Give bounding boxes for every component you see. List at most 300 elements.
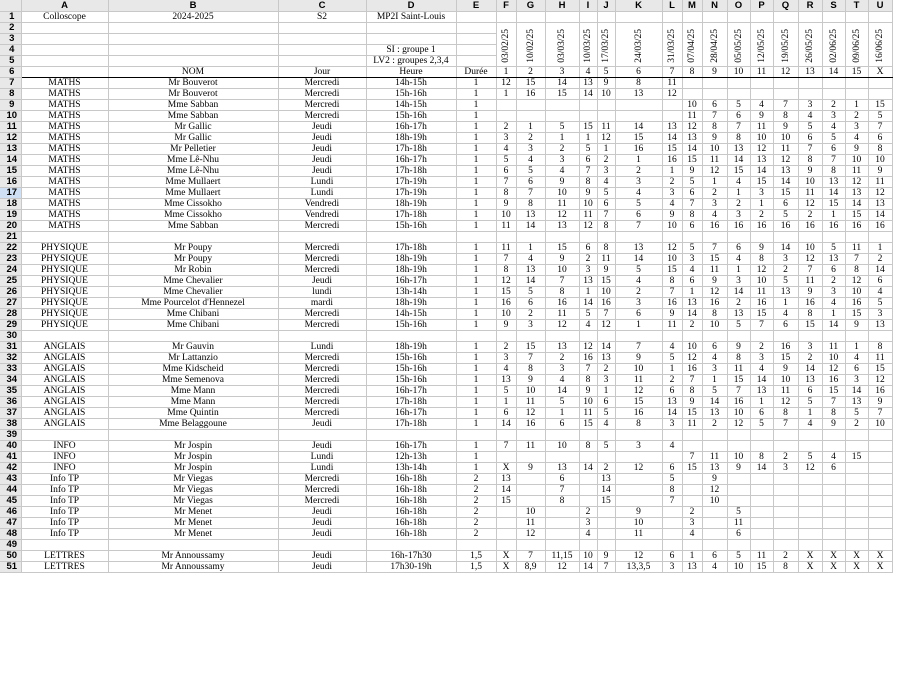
date-header-cell[interactable]	[845, 23, 868, 67]
cell-q38[interactable]: 7	[773, 419, 798, 430]
cell-q43[interactable]	[773, 474, 798, 485]
cell-f1[interactable]	[496, 12, 516, 23]
cell-s10[interactable]: 3	[822, 111, 845, 122]
cell-f45[interactable]: 15	[496, 496, 516, 507]
cell-i6[interactable]: 4	[579, 67, 597, 78]
cell-j38[interactable]: 4	[597, 419, 615, 430]
cell-o24[interactable]: 1	[727, 265, 750, 276]
cell-c15[interactable]: Jeudi	[278, 166, 366, 177]
cell-g30[interactable]	[516, 331, 545, 342]
cell-f11[interactable]: 2	[496, 122, 516, 133]
row-number[interactable]: 36	[0, 397, 21, 408]
cell-l35[interactable]: 6	[662, 386, 682, 397]
cell-g26[interactable]: 5	[516, 287, 545, 298]
cell-q13[interactable]: 11	[773, 144, 798, 155]
cell-c26[interactable]: lundi	[278, 287, 366, 298]
cell-n27[interactable]: 16	[702, 298, 727, 309]
cell-n25[interactable]: 9	[702, 276, 727, 287]
cell-a5[interactable]	[21, 56, 108, 67]
cell-s44[interactable]	[822, 485, 845, 496]
cell-s16[interactable]: 13	[822, 177, 845, 188]
cell-k34[interactable]: 11	[615, 375, 662, 386]
cell-p17[interactable]: 3	[750, 188, 773, 199]
cell-d48[interactable]: 16h-18h	[366, 529, 456, 540]
cell-r12[interactable]: 6	[798, 133, 822, 144]
cell-n49[interactable]	[702, 540, 727, 551]
cell-n44[interactable]: 12	[702, 485, 727, 496]
cell-g6[interactable]: 2	[516, 67, 545, 78]
cell-e17[interactable]: 1	[456, 188, 496, 199]
cell-i30[interactable]	[579, 331, 597, 342]
cell-d9[interactable]: 14h-15h	[366, 100, 456, 111]
cell-j1[interactable]	[597, 12, 615, 23]
cell-j32[interactable]: 13	[597, 353, 615, 364]
cell-o48[interactable]: 6	[727, 529, 750, 540]
cell-q39[interactable]	[773, 430, 798, 441]
cell-t22[interactable]: 11	[845, 243, 868, 254]
cell-k13[interactable]: 16	[615, 144, 662, 155]
cell-j30[interactable]	[597, 331, 615, 342]
cell-c11[interactable]: Jeudi	[278, 122, 366, 133]
cell-e12[interactable]: 1	[456, 133, 496, 144]
cell-e22[interactable]: 1	[456, 243, 496, 254]
cell-r14[interactable]: 8	[798, 155, 822, 166]
cell-m36[interactable]: 9	[682, 397, 702, 408]
cell-u8[interactable]	[868, 89, 892, 100]
cell-u15[interactable]: 9	[868, 166, 892, 177]
cell-p33[interactable]: 4	[750, 364, 773, 375]
cell-q50[interactable]: 2	[773, 551, 798, 562]
cell-t10[interactable]: 2	[845, 111, 868, 122]
cell-q31[interactable]: 16	[773, 342, 798, 353]
cell-e1[interactable]	[456, 12, 496, 23]
cell-s50[interactable]: X	[822, 551, 845, 562]
cell-d27[interactable]: 18h-19h	[366, 298, 456, 309]
cell-p10[interactable]: 9	[750, 111, 773, 122]
cell-n26[interactable]: 12	[702, 287, 727, 298]
cell-i44[interactable]	[579, 485, 597, 496]
cell-c1[interactable]: S2	[278, 12, 366, 23]
cell-l21[interactable]	[662, 232, 682, 243]
cell-b25[interactable]: Mme Chevalier	[108, 276, 278, 287]
cell-m19[interactable]: 8	[682, 210, 702, 221]
select-all-corner[interactable]	[0, 0, 21, 12]
cell-d45[interactable]: 16h-18h	[366, 496, 456, 507]
cell-t51[interactable]: X	[845, 562, 868, 573]
cell-f44[interactable]: 14	[496, 485, 516, 496]
cell-h19[interactable]: 12	[545, 210, 579, 221]
cell-n40[interactable]	[702, 441, 727, 452]
row-number[interactable]: 50	[0, 551, 21, 562]
cell-i18[interactable]: 10	[579, 199, 597, 210]
row-number[interactable]: 18	[0, 199, 21, 210]
cell-h22[interactable]: 15	[545, 243, 579, 254]
cell-n47[interactable]	[702, 518, 727, 529]
cell-l25[interactable]: 8	[662, 276, 682, 287]
cell-o27[interactable]: 2	[727, 298, 750, 309]
cell-h14[interactable]: 3	[545, 155, 579, 166]
cell-s48[interactable]	[822, 529, 845, 540]
cell-s1[interactable]	[822, 12, 845, 23]
cell-i15[interactable]: 7	[579, 166, 597, 177]
cell-q34[interactable]: 10	[773, 375, 798, 386]
cell-r34[interactable]: 13	[798, 375, 822, 386]
cell-j39[interactable]	[597, 430, 615, 441]
cell-n24[interactable]: 11	[702, 265, 727, 276]
cell-g21[interactable]	[516, 232, 545, 243]
cell-q15[interactable]: 13	[773, 166, 798, 177]
cell-q46[interactable]	[773, 507, 798, 518]
cell-u21[interactable]	[868, 232, 892, 243]
cell-g19[interactable]: 13	[516, 210, 545, 221]
row-number[interactable]: 20	[0, 221, 21, 232]
cell-t7[interactable]	[845, 78, 868, 89]
cell-d4[interactable]: SI : groupe 1	[366, 45, 456, 56]
cell-k26[interactable]: 2	[615, 287, 662, 298]
cell-a1[interactable]: Colloscope	[21, 12, 108, 23]
cell-i49[interactable]	[579, 540, 597, 551]
cell-q42[interactable]: 3	[773, 463, 798, 474]
cell-g23[interactable]: 4	[516, 254, 545, 265]
cell-l8[interactable]: 12	[662, 89, 682, 100]
cell-d17[interactable]: 17h-19h	[366, 188, 456, 199]
cell-t46[interactable]	[845, 507, 868, 518]
cell-c2[interactable]	[278, 23, 366, 34]
cell-j22[interactable]: 8	[597, 243, 615, 254]
cell-e13[interactable]: 1	[456, 144, 496, 155]
cell-r51[interactable]: X	[798, 562, 822, 573]
date-header-cell[interactable]	[868, 23, 892, 67]
row-number[interactable]: 2	[0, 23, 21, 34]
cell-s13[interactable]: 6	[822, 144, 845, 155]
cell-d3[interactable]	[366, 34, 456, 45]
cell-q47[interactable]	[773, 518, 798, 529]
cell-o35[interactable]: 7	[727, 386, 750, 397]
cell-e46[interactable]: 2	[456, 507, 496, 518]
cell-h21[interactable]	[545, 232, 579, 243]
cell-r42[interactable]: 12	[798, 463, 822, 474]
cell-d26[interactable]: 13h-14h	[366, 287, 456, 298]
cell-l17[interactable]: 3	[662, 188, 682, 199]
cell-d44[interactable]: 16h-18h	[366, 485, 456, 496]
row-number[interactable]: 6	[0, 67, 21, 78]
cell-p27[interactable]: 16	[750, 298, 773, 309]
cell-l20[interactable]: 10	[662, 221, 682, 232]
cell-g37[interactable]: 12	[516, 408, 545, 419]
cell-o50[interactable]: 5	[727, 551, 750, 562]
cell-l39[interactable]	[662, 430, 682, 441]
cell-g36[interactable]: 11	[516, 397, 545, 408]
cell-b18[interactable]: Mme Cissokho	[108, 199, 278, 210]
cell-f14[interactable]: 5	[496, 155, 516, 166]
cell-d11[interactable]: 16h-17h	[366, 122, 456, 133]
cell-g24[interactable]: 13	[516, 265, 545, 276]
cell-s23[interactable]: 13	[822, 254, 845, 265]
cell-d2[interactable]	[366, 23, 456, 34]
cell-g11[interactable]: 1	[516, 122, 545, 133]
row-number[interactable]: 49	[0, 540, 21, 551]
cell-i43[interactable]	[579, 474, 597, 485]
cell-g34[interactable]: 9	[516, 375, 545, 386]
cell-m8[interactable]	[682, 89, 702, 100]
cell-m47[interactable]: 3	[682, 518, 702, 529]
column-header-k[interactable]: K	[615, 0, 662, 12]
cell-p1[interactable]	[750, 12, 773, 23]
cell-i32[interactable]: 16	[579, 353, 597, 364]
cell-g31[interactable]: 15	[516, 342, 545, 353]
cell-u48[interactable]	[868, 529, 892, 540]
cell-b2[interactable]	[108, 23, 278, 34]
cell-m21[interactable]	[682, 232, 702, 243]
cell-h37[interactable]: 1	[545, 408, 579, 419]
cell-b20[interactable]: Mme Sabban	[108, 221, 278, 232]
cell-h47[interactable]	[545, 518, 579, 529]
cell-u6[interactable]: X	[868, 67, 892, 78]
cell-p9[interactable]: 4	[750, 100, 773, 111]
cell-k8[interactable]: 13	[615, 89, 662, 100]
cell-j48[interactable]	[597, 529, 615, 540]
cell-b22[interactable]: Mr Poupy	[108, 243, 278, 254]
cell-r11[interactable]: 5	[798, 122, 822, 133]
cell-n14[interactable]: 11	[702, 155, 727, 166]
cell-q11[interactable]: 9	[773, 122, 798, 133]
cell-o51[interactable]: 10	[727, 562, 750, 573]
cell-c45[interactable]: Mercredi	[278, 496, 366, 507]
cell-f48[interactable]	[496, 529, 516, 540]
cell-t13[interactable]: 9	[845, 144, 868, 155]
cell-o8[interactable]	[727, 89, 750, 100]
cell-s6[interactable]: 14	[822, 67, 845, 78]
cell-a32[interactable]: ANGLAIS	[21, 353, 108, 364]
cell-b48[interactable]: Mr Menet	[108, 529, 278, 540]
cell-q6[interactable]: 12	[773, 67, 798, 78]
cell-k9[interactable]	[615, 100, 662, 111]
cell-s12[interactable]: 5	[822, 133, 845, 144]
cell-l33[interactable]: 1	[662, 364, 682, 375]
cell-o22[interactable]: 6	[727, 243, 750, 254]
cell-m50[interactable]: 1	[682, 551, 702, 562]
cell-t34[interactable]: 3	[845, 375, 868, 386]
cell-h32[interactable]: 2	[545, 353, 579, 364]
cell-o23[interactable]: 4	[727, 254, 750, 265]
cell-l27[interactable]: 16	[662, 298, 682, 309]
cell-t42[interactable]	[845, 463, 868, 474]
cell-h46[interactable]	[545, 507, 579, 518]
cell-e51[interactable]: 1,5	[456, 562, 496, 573]
cell-j43[interactable]: 13	[597, 474, 615, 485]
cell-r37[interactable]: 1	[798, 408, 822, 419]
cell-n33[interactable]: 3	[702, 364, 727, 375]
cell-l13[interactable]: 15	[662, 144, 682, 155]
cell-t19[interactable]: 15	[845, 210, 868, 221]
cell-l45[interactable]: 7	[662, 496, 682, 507]
cell-o34[interactable]: 15	[727, 375, 750, 386]
cell-s42[interactable]: 6	[822, 463, 845, 474]
cell-n35[interactable]: 5	[702, 386, 727, 397]
cell-h20[interactable]: 13	[545, 221, 579, 232]
cell-a6[interactable]	[21, 67, 108, 78]
cell-d43[interactable]: 16h-18h	[366, 474, 456, 485]
cell-d1[interactable]: MP2I Saint-Louis	[366, 12, 456, 23]
cell-p18[interactable]: 1	[750, 199, 773, 210]
row-number[interactable]: 45	[0, 496, 21, 507]
cell-g22[interactable]: 1	[516, 243, 545, 254]
cell-e11[interactable]: 1	[456, 122, 496, 133]
cell-i48[interactable]: 4	[579, 529, 597, 540]
cell-e3[interactable]	[456, 34, 496, 45]
cell-r24[interactable]: 7	[798, 265, 822, 276]
row-number[interactable]: 19	[0, 210, 21, 221]
cell-a19[interactable]: MATHS	[21, 210, 108, 221]
cell-t33[interactable]: 6	[845, 364, 868, 375]
cell-n22[interactable]: 7	[702, 243, 727, 254]
cell-g16[interactable]: 6	[516, 177, 545, 188]
cell-g10[interactable]	[516, 111, 545, 122]
cell-b36[interactable]: Mme Mann	[108, 397, 278, 408]
cell-h29[interactable]: 12	[545, 320, 579, 331]
cell-d46[interactable]: 16h-18h	[366, 507, 456, 518]
date-header-cell[interactable]	[702, 23, 727, 67]
cell-l18[interactable]: 4	[662, 199, 682, 210]
cell-o41[interactable]: 10	[727, 452, 750, 463]
cell-o21[interactable]	[727, 232, 750, 243]
cell-k43[interactable]	[615, 474, 662, 485]
cell-f9[interactable]	[496, 100, 516, 111]
cell-j24[interactable]: 9	[597, 265, 615, 276]
cell-h16[interactable]: 9	[545, 177, 579, 188]
cell-g39[interactable]	[516, 430, 545, 441]
cell-i9[interactable]	[579, 100, 597, 111]
cell-a20[interactable]: MATHS	[21, 221, 108, 232]
cell-a26[interactable]: PHYSIQUE	[21, 287, 108, 298]
cell-o16[interactable]: 4	[727, 177, 750, 188]
cell-k33[interactable]: 10	[615, 364, 662, 375]
cell-d34[interactable]: 15h-16h	[366, 375, 456, 386]
column-header-o[interactable]: O	[727, 0, 750, 12]
cell-u24[interactable]: 14	[868, 265, 892, 276]
cell-j23[interactable]: 11	[597, 254, 615, 265]
cell-l24[interactable]: 15	[662, 265, 682, 276]
cell-l9[interactable]	[662, 100, 682, 111]
cell-i28[interactable]: 5	[579, 309, 597, 320]
cell-q29[interactable]: 6	[773, 320, 798, 331]
cell-g17[interactable]: 7	[516, 188, 545, 199]
cell-a43[interactable]: Info TP	[21, 474, 108, 485]
cell-k36[interactable]: 15	[615, 397, 662, 408]
cell-l40[interactable]: 4	[662, 441, 682, 452]
cell-h1[interactable]	[545, 12, 579, 23]
cell-n45[interactable]: 10	[702, 496, 727, 507]
cell-g13[interactable]: 3	[516, 144, 545, 155]
cell-n42[interactable]: 13	[702, 463, 727, 474]
cell-b42[interactable]: Mr Jospin	[108, 463, 278, 474]
cell-l46[interactable]	[662, 507, 682, 518]
cell-n51[interactable]: 4	[702, 562, 727, 573]
cell-p14[interactable]: 13	[750, 155, 773, 166]
cell-h18[interactable]: 11	[545, 199, 579, 210]
cell-t18[interactable]: 14	[845, 199, 868, 210]
cell-b16[interactable]: Mme Mullaert	[108, 177, 278, 188]
cell-a42[interactable]: INFO	[21, 463, 108, 474]
row-number[interactable]: 9	[0, 100, 21, 111]
cell-c28[interactable]: Mercredi	[278, 309, 366, 320]
cell-f39[interactable]	[496, 430, 516, 441]
cell-a35[interactable]: ANGLAIS	[21, 386, 108, 397]
cell-i10[interactable]	[579, 111, 597, 122]
cell-o17[interactable]: 1	[727, 188, 750, 199]
cell-f35[interactable]: 5	[496, 386, 516, 397]
cell-a39[interactable]	[21, 430, 108, 441]
column-header-h[interactable]: H	[545, 0, 579, 12]
cell-q35[interactable]: 11	[773, 386, 798, 397]
cell-f34[interactable]: 13	[496, 375, 516, 386]
cell-g7[interactable]: 15	[516, 78, 545, 89]
row-number[interactable]: 17	[0, 188, 21, 199]
cell-q16[interactable]: 14	[773, 177, 798, 188]
cell-i35[interactable]: 9	[579, 386, 597, 397]
cell-l23[interactable]: 10	[662, 254, 682, 265]
cell-b45[interactable]: Mr Viegas	[108, 496, 278, 507]
cell-e9[interactable]: 1	[456, 100, 496, 111]
cell-s33[interactable]: 12	[822, 364, 845, 375]
cell-e39[interactable]	[456, 430, 496, 441]
cell-a41[interactable]: INFO	[21, 452, 108, 463]
cell-o14[interactable]: 14	[727, 155, 750, 166]
cell-m27[interactable]: 13	[682, 298, 702, 309]
cell-u22[interactable]: 1	[868, 243, 892, 254]
cell-s11[interactable]: 4	[822, 122, 845, 133]
row-number[interactable]: 34	[0, 375, 21, 386]
cell-f29[interactable]: 9	[496, 320, 516, 331]
cell-g40[interactable]: 11	[516, 441, 545, 452]
cell-q37[interactable]: 8	[773, 408, 798, 419]
cell-u43[interactable]	[868, 474, 892, 485]
cell-m51[interactable]: 13	[682, 562, 702, 573]
row-number[interactable]: 14	[0, 155, 21, 166]
cell-a48[interactable]: Info TP	[21, 529, 108, 540]
cell-h49[interactable]	[545, 540, 579, 551]
cell-p46[interactable]	[750, 507, 773, 518]
cell-b32[interactable]: Mr Lattanzio	[108, 353, 278, 364]
cell-i14[interactable]: 6	[579, 155, 597, 166]
cell-t32[interactable]: 4	[845, 353, 868, 364]
cell-c18[interactable]: Vendredi	[278, 199, 366, 210]
cell-d23[interactable]: 18h-19h	[366, 254, 456, 265]
cell-g41[interactable]	[516, 452, 545, 463]
cell-n30[interactable]	[702, 331, 727, 342]
cell-h26[interactable]: 8	[545, 287, 579, 298]
cell-a7[interactable]: MATHS	[21, 78, 108, 89]
cell-q18[interactable]: 6	[773, 199, 798, 210]
row-number[interactable]: 51	[0, 562, 21, 573]
cell-t28[interactable]: 15	[845, 309, 868, 320]
cell-i19[interactable]: 11	[579, 210, 597, 221]
cell-d7[interactable]: 14h-15h	[366, 78, 456, 89]
cell-g33[interactable]: 8	[516, 364, 545, 375]
cell-e10[interactable]: 1	[456, 111, 496, 122]
cell-j7[interactable]: 9	[597, 78, 615, 89]
cell-t17[interactable]: 13	[845, 188, 868, 199]
cell-f46[interactable]	[496, 507, 516, 518]
cell-e41[interactable]: 1	[456, 452, 496, 463]
cell-r25[interactable]: 11	[798, 276, 822, 287]
cell-r13[interactable]: 7	[798, 144, 822, 155]
row-number[interactable]: 37	[0, 408, 21, 419]
cell-l28[interactable]: 9	[662, 309, 682, 320]
cell-p44[interactable]	[750, 485, 773, 496]
cell-b5[interactable]	[108, 56, 278, 67]
cell-o6[interactable]: 10	[727, 67, 750, 78]
